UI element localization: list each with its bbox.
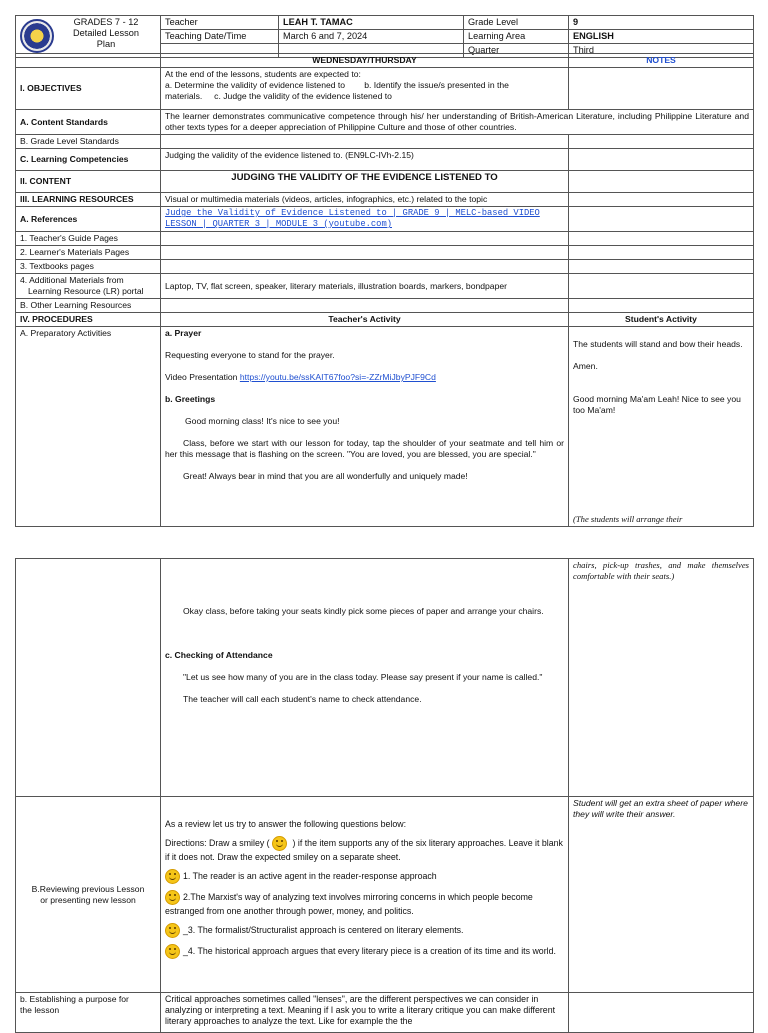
lesson-plan-body-table (15, 53, 754, 527)
additional-materials-text: Laptop, TV, flat screen, speaker, literary materials, illustration boards, markers, bondpaper (161, 274, 569, 299)
lesson-plan-page2-table (15, 558, 754, 1033)
review-item-2: 2.The Marxist's way of analyzing text involves mirroring concerns in which people become estranged from one another through power, money, and politics. (165, 891, 533, 916)
teacher-activity-heading: Teacher's Activity (161, 313, 569, 327)
grades-label: GRADES 7 - 12 (73, 17, 139, 27)
greeting-text: Good morning class! It's nice to see you! (185, 416, 340, 426)
objectives-label: I. OBJECTIVES (16, 68, 161, 110)
preparatory-label: A. Preparatory Activities (16, 327, 161, 527)
preparatory-student-cell (569, 327, 754, 527)
review-label: B.Reviewing previous Lesson or presenting new lesson (16, 797, 161, 993)
quarter-value: Third (569, 44, 754, 58)
school-header-cell (16, 16, 161, 58)
dlp-label: Detailed Lesson (73, 28, 139, 38)
competencies-label: C. Learning Competencies (16, 149, 161, 171)
purpose-label: b. Establishing a purpose for the lesson (16, 993, 161, 1033)
content-title: JUDGING THE VALIDITY OF THE EVIDENCE LISTENED TO (161, 171, 569, 193)
review-item-1: 1. The reader is an active agent in the reader-response approach (165, 869, 564, 884)
learner-materials-label: 2. Learner's Materials Pages (16, 246, 161, 260)
content-label: II. CONTENT (16, 171, 161, 193)
references-label: A. References (16, 207, 161, 232)
lesson-plan-header-table (15, 15, 754, 58)
plan-label: Plan (96, 39, 116, 49)
greetings-title: b. Greetings (165, 394, 216, 404)
day-heading: WEDNESDAY/THURSDAY (161, 54, 569, 68)
student-greeting: Good morning Ma'am Leah! Nice to see you too Ma'am! (573, 394, 741, 415)
grade-standards-label: B. Grade Level Standards (16, 135, 161, 149)
prayer-text: Requesting everyone to stand for the prayer. (165, 350, 335, 360)
greeting-close: Great! Always bear in mind that you are all wonderfully and uniquely made! (183, 471, 468, 481)
learning-area-value: ENGLISH (569, 30, 754, 44)
deped-seal-icon (20, 19, 54, 53)
quarter-label: Quarter (464, 44, 569, 58)
content-standards-label: A. Content Standards (16, 110, 161, 135)
review-student-cell (569, 797, 754, 993)
video-link[interactable]: https://youtu.be/ssKAIT67foo?si=-ZZrMiJbyPJF9Cd (239, 372, 436, 382)
review-intro: As a review let us try to answer the following questions below: (165, 819, 407, 829)
smiley-icon (165, 869, 180, 884)
student-stand: The students will stand and bow their heads. (573, 339, 743, 349)
review-student-text: Student will get an extra sheet of paper where they will write their answer. (573, 798, 748, 819)
content-standards-text: The learner demonstrates communicative competence through his/ her understanding of British-American Literature, including Philippine Literature and other texts types for a deeper appreciation of Philippine Culture and those of other countries. (161, 110, 754, 135)
competencies-text: Judging the validity of the evidence listened to. (EN9LC-IVh-2.15) (161, 149, 569, 171)
review-directions: Directions: Draw a smiley ( ) if the item supports any of the six literary approaches. Leave it blank if it does not. Draw the expected smiley on a separate sheet. (165, 837, 563, 862)
student-arrange: (The students will arrange their (573, 514, 683, 524)
review-teacher-cell (161, 797, 569, 993)
smiley-icon (272, 836, 287, 851)
additional-materials-label: 4. Additional Materials from Learning Resource (LR) portal (16, 274, 161, 299)
teacher-guide-label: 1. Teacher's Guide Pages (16, 232, 161, 246)
arrange-text: Okay class, before taking your seats kindly pick some pieces of paper and arrange your chairs. (183, 606, 544, 616)
learning-area-label: Learning Area (464, 30, 569, 44)
student-amen: Amen. (573, 361, 598, 371)
review-item-3: _3. The formalist/Structuralist approach is centered on literary elements. (165, 923, 564, 938)
attendance-quote: "Let us see how many of you are in the class today. Please say present if your name is called." (183, 672, 543, 682)
purpose-text: Critical approaches sometimes called "lenses", are the different perspectives we can consider in analyzing or interpreting a text. Meaning if I ask you to write a literary critique you can make different literary approaches to analyze the text. Like for example the the (161, 993, 569, 1033)
teacher-value: LEAH T. TAMAC (279, 16, 464, 30)
teacher-label: Teacher (161, 16, 279, 30)
student-activity-heading: Student's Activity (569, 313, 754, 327)
procedures-label: IV. PROCEDURES (16, 313, 161, 327)
greeting-paragraph: Class, before we start with our lesson for today, tap the shoulder of your seatmate and tell him or her this message that is flashing on the screen. "You are loved, you are blessed, you are special." (165, 438, 564, 459)
notes-heading: NOTES (569, 54, 754, 68)
page2-student-cell (569, 559, 754, 797)
textbook-pages-label: 3. Textbooks pages (16, 260, 161, 274)
teaching-date-value: March 6 and 7, 2024 (279, 30, 464, 44)
grade-level-label: Grade Level (464, 16, 569, 30)
smiley-icon (165, 944, 180, 959)
objectives-text: At the end of the lessons, students are expected to: a. Determine the validity of evidence listened to b. Identify the issue/s presented in the materials. c. Judge the validity of the evidence listened to (161, 68, 569, 110)
attendance-title: c. Checking of Attendance (165, 650, 273, 660)
references-link[interactable]: Judge the Validity of Evidence Listened to | GRADE 9 | MELC-based VIDEO LESSON | QUARTER 3 | MODULE 3 (youtube.com) (161, 207, 569, 232)
teaching-date-label: Teaching Date/Time (161, 30, 279, 44)
other-resources-label: B. Other Learning Resources (16, 299, 161, 313)
smiley-icon (165, 890, 180, 905)
page2-teacher-cell (161, 559, 569, 797)
grade-level-value: 9 (569, 16, 754, 30)
preparatory-teacher-cell (161, 327, 569, 527)
attendance-call: The teacher will call each student's name to check attendance. (183, 694, 422, 704)
resources-label: III. LEARNING RESOURCES (16, 193, 161, 207)
prayer-title: a. Prayer (165, 328, 202, 338)
student-arrange-continued: chairs, pick-up trashes, and make themselves comfortable with their seats.) (573, 560, 749, 581)
smiley-icon (165, 923, 180, 938)
video-line: Video Presentation https://youtu.be/ssKAIT67foo?si=-ZZrMiJbyPJF9Cd (165, 372, 436, 382)
resources-text: Visual or multimedia materials (videos, articles, infographics, etc.) related to the topic (161, 193, 569, 207)
review-item-4: _4. The historical approach argues that every literary piece is a creation of its time and its world. (165, 944, 564, 959)
